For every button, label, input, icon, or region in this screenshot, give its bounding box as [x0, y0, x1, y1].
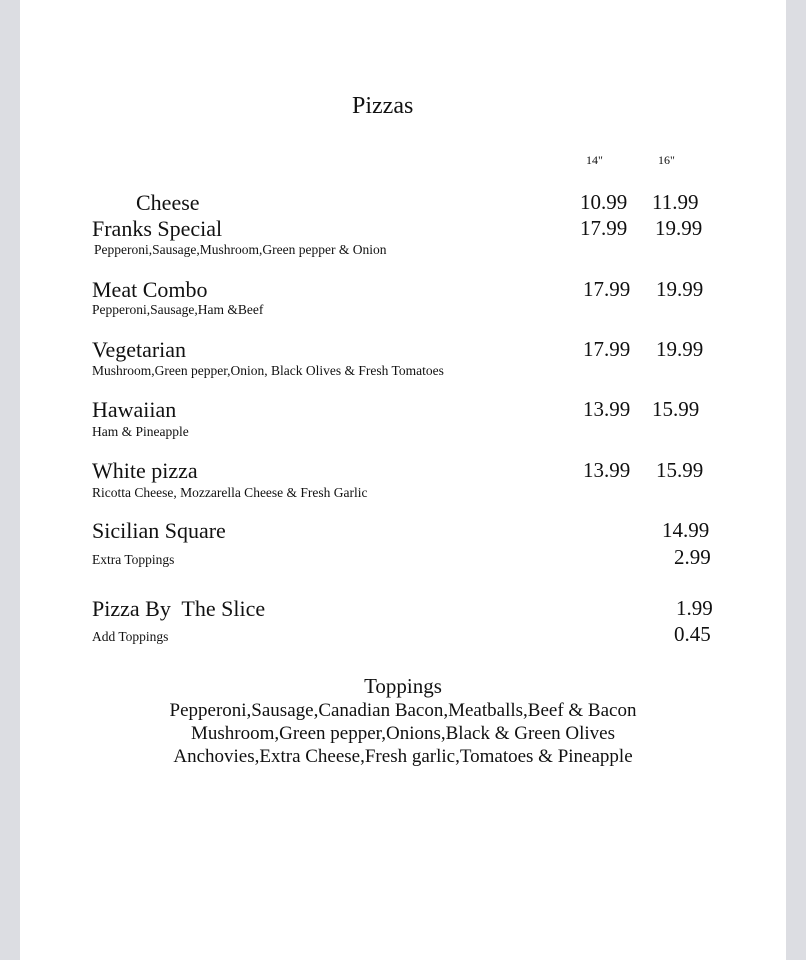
price-14: 17.99: [580, 216, 628, 240]
size-header-16: 16": [658, 153, 675, 167]
price: 14.99: [662, 518, 710, 542]
size-header-14: 14": [586, 153, 603, 167]
menu-item-name: Vegetarian: [92, 337, 187, 362]
price-16: 19.99: [656, 277, 704, 301]
menu-item-name: White pizza: [92, 458, 198, 483]
price-14: 10.99: [580, 190, 628, 214]
menu-item-desc: Pepperoni,Sausage,Mushroom,Green pepper & Onion: [94, 242, 387, 257]
price-16: 19.99: [655, 216, 703, 240]
price: 2.99: [674, 545, 711, 569]
price-14: 13.99: [583, 458, 631, 482]
toppings-line: Anchovies,Extra Cheese,Fresh garlic,Tomatoes & Pineapple: [173, 746, 633, 767]
price-14: 13.99: [583, 397, 631, 421]
price-16: 15.99: [656, 458, 704, 482]
price: 0.45: [674, 622, 711, 646]
menu-item-desc: Ricotta Cheese, Mozzarella Cheese & Fresh Garlic: [92, 485, 368, 500]
price-16: 19.99: [656, 337, 704, 361]
menu-item-name: Sicilian Square: [92, 518, 226, 543]
price-14: 17.99: [583, 277, 631, 301]
price-14: 17.99: [583, 337, 631, 361]
menu-item-desc: Pepperoni,Sausage,Ham &Beef: [92, 302, 264, 317]
price: 1.99: [676, 596, 713, 620]
menu-item-name: Hawaiian: [92, 397, 177, 422]
menu-item-desc: Extra Toppings: [92, 552, 175, 567]
menu-item-desc: Add Toppings: [92, 629, 169, 644]
menu-item-name: Meat Combo: [92, 277, 208, 302]
toppings-title: Toppings: [364, 674, 442, 698]
price-16: 15.99: [652, 397, 700, 421]
price-16: 11.99: [652, 190, 699, 214]
page-title: Pizzas: [352, 93, 414, 119]
menu-item-name: Pizza By The Slice: [92, 596, 266, 621]
menu-item-name: Franks Special: [92, 216, 223, 241]
menu-item-desc: Ham & Pineapple: [92, 424, 189, 439]
menu-item-name: Cheese: [136, 190, 200, 215]
toppings-line: Mushroom,Green pepper,Onions,Black & Green Olives: [190, 723, 615, 744]
toppings-line: Pepperoni,Sausage,Canadian Bacon,Meatballs,Beef & Bacon: [169, 700, 637, 721]
menu-item-desc: Mushroom,Green pepper,Onion, Black Olives & Fresh Tomatoes: [92, 363, 444, 378]
